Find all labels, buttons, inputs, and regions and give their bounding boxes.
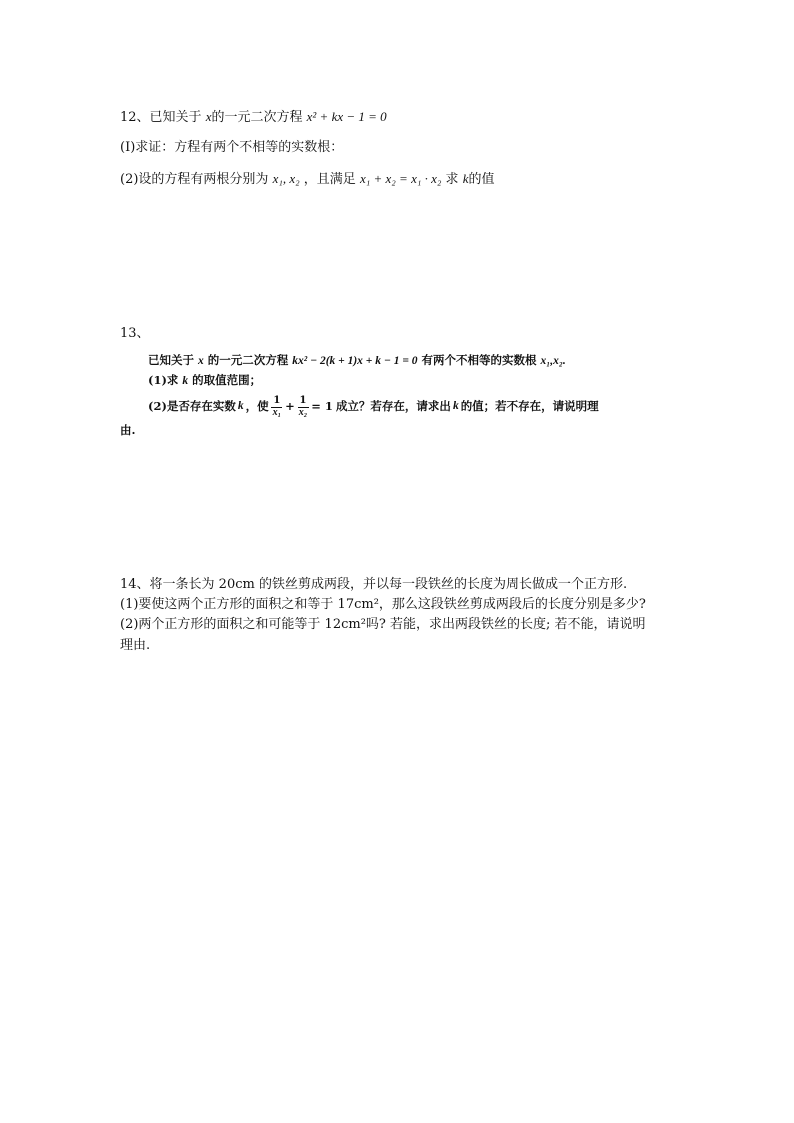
- q14-part1: (1)要使这两个正方形的面积之和等于 17cm²，那么这段铁丝剪成两段后的长度分别是多少?: [120, 597, 646, 612]
- q13-part2-cont: 由.: [120, 423, 136, 437]
- q12-part2: [120, 171, 495, 188]
- q13-part1-text-b: 的取值范围；: [192, 373, 262, 387]
- q13-equation: kx² − 2(k + 1)x + k − 1 = 0: [292, 355, 418, 367]
- q13-line1-text-a: 已知关于: [148, 353, 194, 367]
- q13-fraction-2-numerator: 1: [299, 395, 307, 406]
- q13-fraction-1: [271, 396, 284, 418]
- q13-var-k-1: k: [182, 375, 189, 387]
- q13-var-k-2: k: [237, 400, 244, 413]
- q12-stem-text: 已知关于: [149, 110, 202, 125]
- q12-stem-line: [120, 109, 387, 126]
- q13-fraction-2-denominator: x₂: [298, 406, 308, 418]
- q12-part1: [120, 140, 343, 156]
- q12-condition: x₁ + x₂ = x₁ · x₂: [359, 171, 442, 186]
- q13-line1: [148, 354, 566, 369]
- q13-part1: [148, 374, 261, 389]
- q13-part2-text-a: (2)是否存在实数: [148, 399, 236, 414]
- q13-part2-text-b: ，使: [245, 399, 269, 414]
- q12-number: 12、: [120, 110, 150, 125]
- q12-part2-text-c: 求: [445, 172, 459, 187]
- q12-stem-text-2: 的一元二次方程: [211, 110, 303, 125]
- q12-var-k: k: [462, 171, 469, 186]
- q13-var-k-3: k: [452, 400, 459, 413]
- q13-line1-text-c: 有两个不相等的实数根: [421, 353, 537, 367]
- q13-part2: [148, 396, 599, 418]
- q14-stem: 14、将一条长为 20cm 的铁丝剪成两段，并以每一段铁丝的长度为周长做成一个正方形.: [120, 577, 628, 592]
- q12-var-x: x: [205, 109, 212, 124]
- q12-roots: x₁, x₂: [272, 171, 300, 186]
- q13-line1-text-b: 的一元二次方程: [207, 353, 289, 367]
- q13-part2-text-c: 成立？若存在，请求出: [335, 399, 451, 414]
- q12-part2-text-b: ，且满足: [303, 172, 356, 187]
- q13-var-x: x: [198, 355, 204, 367]
- q12-part2-text-d: 的值: [468, 172, 495, 187]
- q14-part2-cont: 理由.: [120, 638, 151, 653]
- q13-fraction-1-numerator: 1: [273, 395, 281, 406]
- q13-roots: x₁,x₂.: [540, 355, 566, 367]
- q13-fraction-1-denominator: x₁: [272, 406, 282, 418]
- q13-equals-one: = 1: [311, 399, 333, 414]
- q12-part1-text: (I)求证：方程有两个不相等的实数根：: [120, 140, 344, 155]
- q13-plus: +: [285, 399, 295, 414]
- q13-part2-text-d: 的值；若不存在，请说明理: [460, 399, 599, 414]
- q12-equation: x² + kx − 1 = 0: [306, 109, 387, 124]
- q14-part2: (2)两个正方形的面积之和可能等于 12cm²吗? 若能，求出两段铁丝的长度; 若不能，请说明: [120, 617, 646, 632]
- q12-part2-text-a: (2)设的方程有两根分别为: [120, 172, 269, 187]
- q13-number: 13、: [120, 326, 150, 341]
- q13-part1-text-a: (1)求: [148, 373, 179, 387]
- q13-fraction-2: [297, 396, 310, 418]
